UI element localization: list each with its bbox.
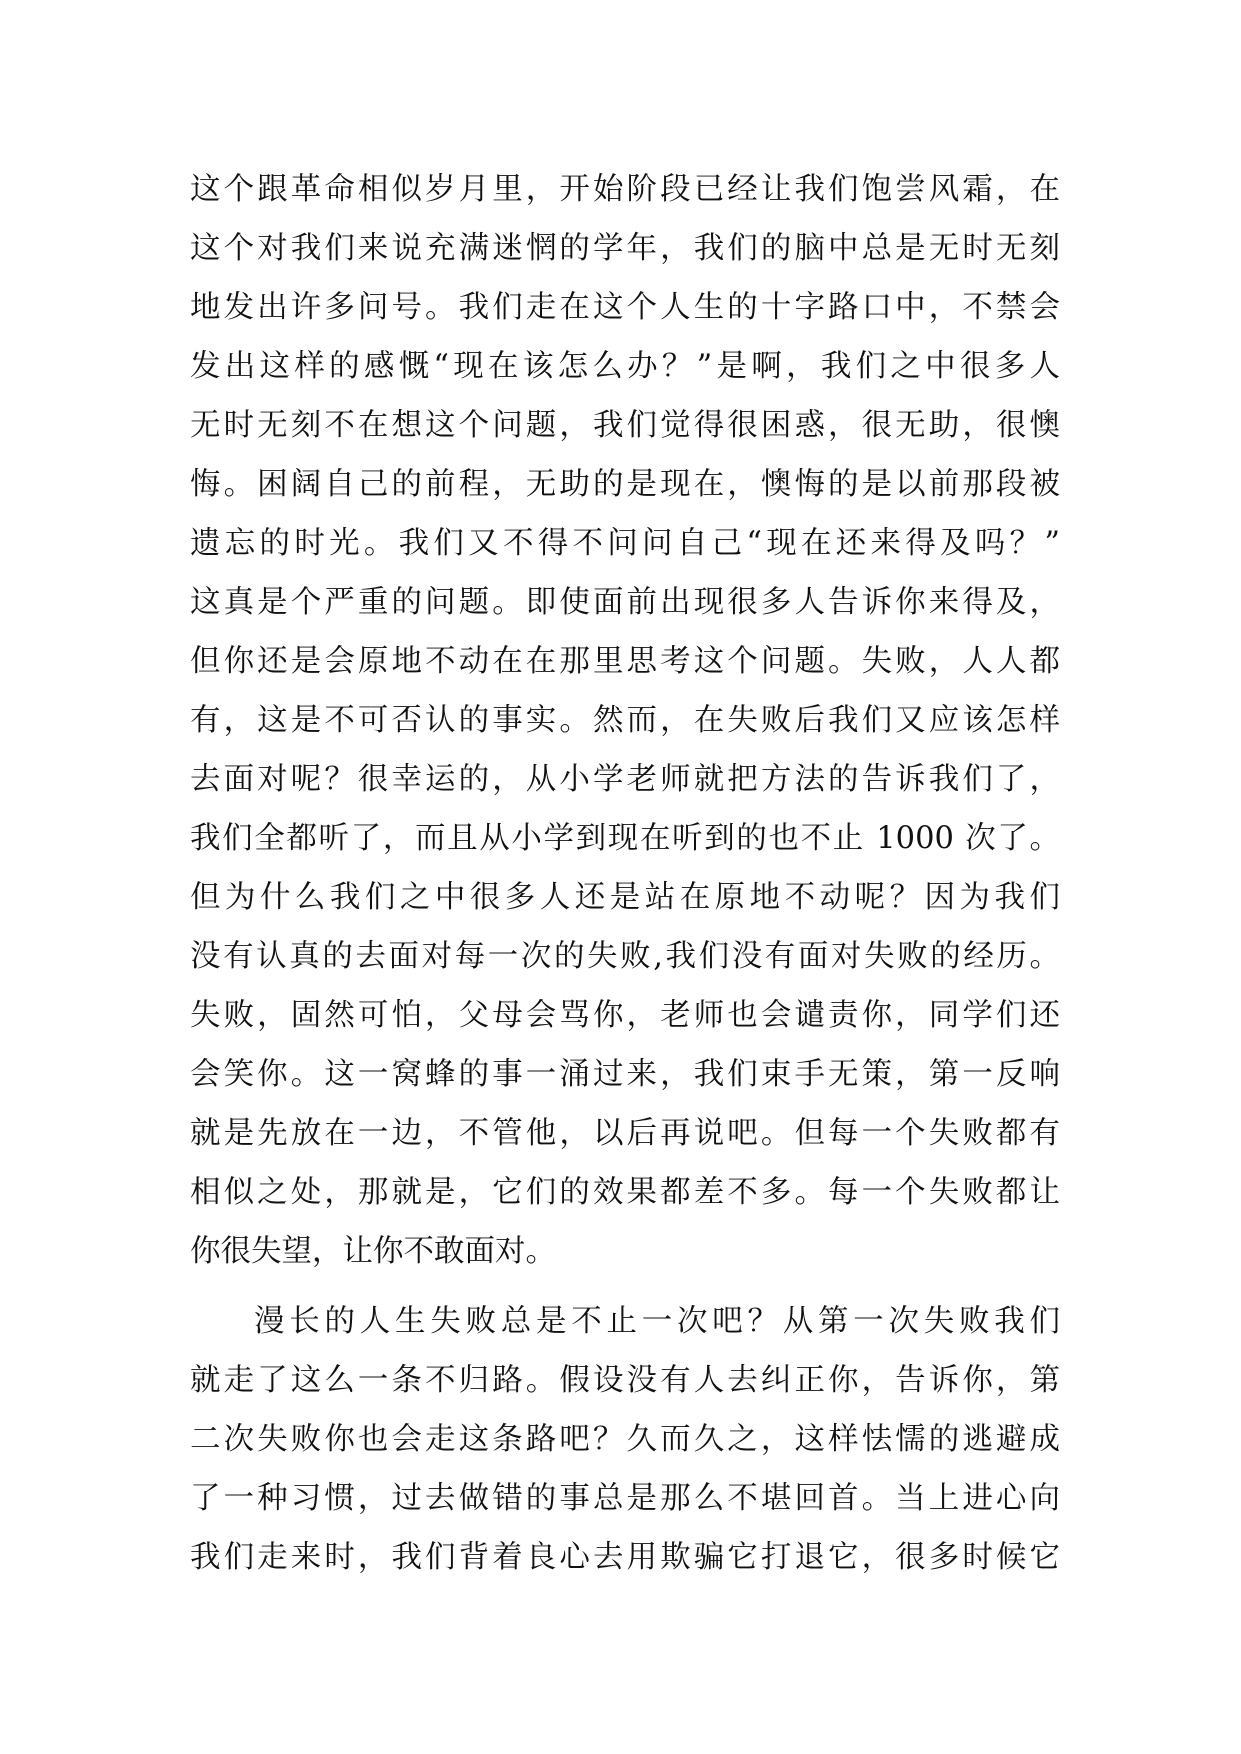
paragraph-line: 但为什么我们之中很多人还是站在原地不动呢？因为我们 bbox=[190, 880, 1060, 915]
paragraph-line: 我们走来时，我们背着良心去用欺骗它打退它，很多时候它 bbox=[190, 1540, 1060, 1575]
paragraph-2 bbox=[190, 1292, 1060, 1587]
paragraph-line: 漫长的人生失败总是不止一次吧？从第一次失败我们 bbox=[254, 1304, 1060, 1339]
paragraph-line: 发出这样的感慨“现在该怎么办？”是啊，我们之中很多人 bbox=[190, 349, 1060, 384]
paragraph-line: 无时无刻不在想这个问题，我们觉得很困惑，很无助，很懊 bbox=[190, 408, 1060, 443]
paragraph-line: 这个跟革命相似岁月里，开始阶段已经让我们饱尝风霜，在 bbox=[190, 172, 1060, 207]
paragraph-line: 有，这是不可否认的事实。然而，在失败后我们又应该怎样 bbox=[190, 703, 1060, 738]
paragraph-line: 相似之处，那就是，它们的效果都差不多。每一个失败都让 bbox=[190, 1175, 1060, 1210]
essay-body bbox=[190, 160, 1060, 1587]
paragraph-line: 去面对呢？很幸运的，从小学老师就把方法的告诉我们了， bbox=[190, 762, 1060, 797]
paragraph-line: 你很失望，让你不敢面对。 bbox=[190, 1234, 556, 1269]
paragraph-line: 失败，固然可怕，父母会骂你，老师也会谴责你，同学们还 bbox=[190, 998, 1060, 1033]
paragraph-line: 地发出许多问号。我们走在这个人生的十字路口中，不禁会 bbox=[190, 290, 1060, 325]
paragraph-line: 遗忘的时光。我们又不得不问问自己“现在还来得及吗？” bbox=[190, 526, 1060, 561]
paragraph-line: 悔。困阔自己的前程，无助的是现在，懊悔的是以前那段被 bbox=[190, 467, 1060, 502]
paragraph-line: 但你还是会原地不动在在那里思考这个问题。失败，人人都 bbox=[190, 644, 1060, 679]
paragraph-line: 这个对我们来说充满迷惘的学年，我们的脑中总是无时无刻 bbox=[190, 231, 1060, 266]
paragraph-line: 会笑你。这一窝蜂的事一涌过来，我们束手无策，第一反响 bbox=[190, 1057, 1060, 1092]
paragraph-line: 二次失败你也会走这条路吧？久而久之，这样怯懦的逃避成 bbox=[190, 1422, 1060, 1457]
paragraph-gap bbox=[190, 1281, 1060, 1292]
paragraph-line: 这真是个严重的问题。即使面前出现很多人告诉你来得及， bbox=[190, 585, 1060, 620]
paragraph-line: 我们全都听了，而且从小学到现在听到的也不止 1000 次了。 bbox=[190, 821, 1060, 856]
paragraph-line: 就是先放在一边，不管他，以后再说吧。但每一个失败都有 bbox=[190, 1116, 1060, 1151]
paragraph-1 bbox=[190, 160, 1060, 1281]
paragraph-line: 了一种习惯，过去做错的事总是那么不堪回首。当上进心向 bbox=[190, 1481, 1060, 1516]
paragraph-line: 没有认真的去面对每一次的失败,我们没有面对失败的经历。 bbox=[190, 939, 1060, 974]
paragraph-line: 就走了这么一条不归路。假设没有人去纠正你，告诉你，第 bbox=[190, 1363, 1060, 1398]
